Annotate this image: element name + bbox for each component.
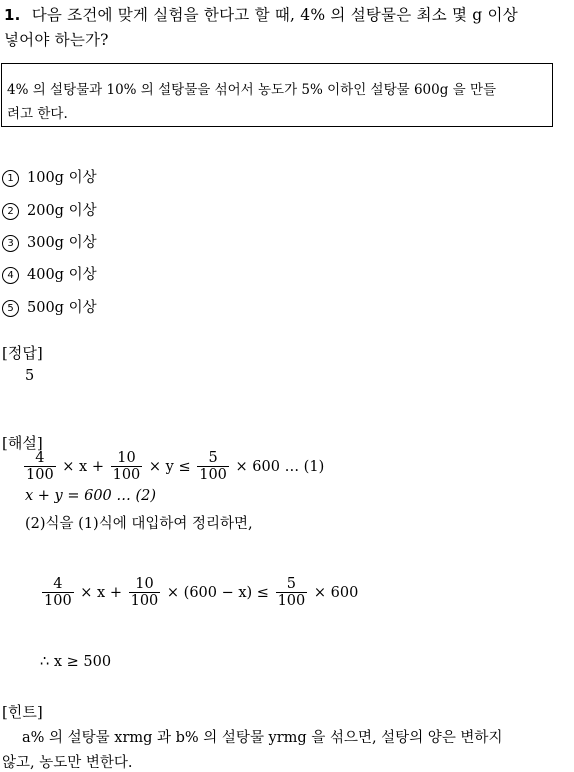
choice-text: 500g 이상 [27, 300, 97, 316]
solution-header: [해설] [2, 434, 43, 452]
answer-value: 5 [25, 368, 35, 384]
choice-text: 300g 이상 [27, 235, 97, 251]
question-line-1 [4, 3, 518, 25]
choice-marker: 3 [2, 235, 19, 252]
fraction: $\frac{10}{100}$ [112, 450, 141, 483]
fraction: $\frac{5}{100}$ [277, 576, 306, 609]
choice-5[interactable] [2, 296, 97, 317]
condition-line-1: 4% 의 설탕물과 10% 의 설탕물을 섞어서 농도가 5% 이하인 설탕물 600g 을 만들 [7, 82, 497, 98]
fraction: $\frac{10}{100}$ [130, 576, 159, 609]
choice-marker: 1 [2, 170, 19, 187]
choice-4[interactable] [2, 263, 97, 284]
solution-conclusion: ∴ x ≥ 500 [40, 654, 112, 670]
question-text-1: 다음 조건에 맞게 실험을 한다고 할 때, 4% 의 설탕물은 최소 몇 g 이상 [31, 6, 518, 24]
answer-header: [정답] [2, 344, 43, 362]
question-number: 1. [4, 6, 21, 24]
solution-equation-3: $\frac{4}{100}$ × x + $\frac{10}{100}$ × (600 − x) ≤ $\frac{5}{100}$ × 600 [44, 576, 359, 609]
choice-3[interactable] [2, 231, 97, 252]
choice-marker: 5 [2, 300, 19, 317]
fraction: $\frac{5}{100}$ [199, 450, 227, 483]
question-line-2: 넣어야 하는가? [4, 31, 109, 49]
fraction: $\frac{4}{100}$ [44, 576, 72, 609]
choice-marker: 2 [2, 203, 19, 220]
fraction: $\frac{4}{100}$ [26, 450, 54, 483]
choice-1[interactable] [2, 166, 97, 187]
hint-line-2: 않고, 농도만 변한다. [2, 755, 133, 771]
choice-marker: 4 [2, 267, 19, 284]
condition-line-2: 려고 한다. [7, 106, 68, 122]
choice-2[interactable] [2, 199, 97, 220]
hint-header: [힌트] [2, 703, 43, 721]
solution-equation-1: $\frac{4}{100}$ × x + $\frac{10}{100}$ × y ≤ $\frac{5}{100}$ × 600 … (1) [26, 450, 325, 483]
hint-line-1: a% 의 설탕물 xrmg 과 b% 의 설탕물 yrmg 을 섞으면, 설탕의 양은 변하지 [22, 730, 503, 746]
choice-text: 400g 이상 [27, 267, 97, 283]
choice-text: 200g 이상 [27, 203, 97, 219]
solution-text: (2)식을 (1)식에 대입하여 정리하면, [25, 516, 253, 532]
solution-equation-2: x + y = 600 … (2) [25, 488, 157, 504]
condition-box [1, 63, 553, 127]
choice-text: 100g 이상 [27, 170, 97, 186]
